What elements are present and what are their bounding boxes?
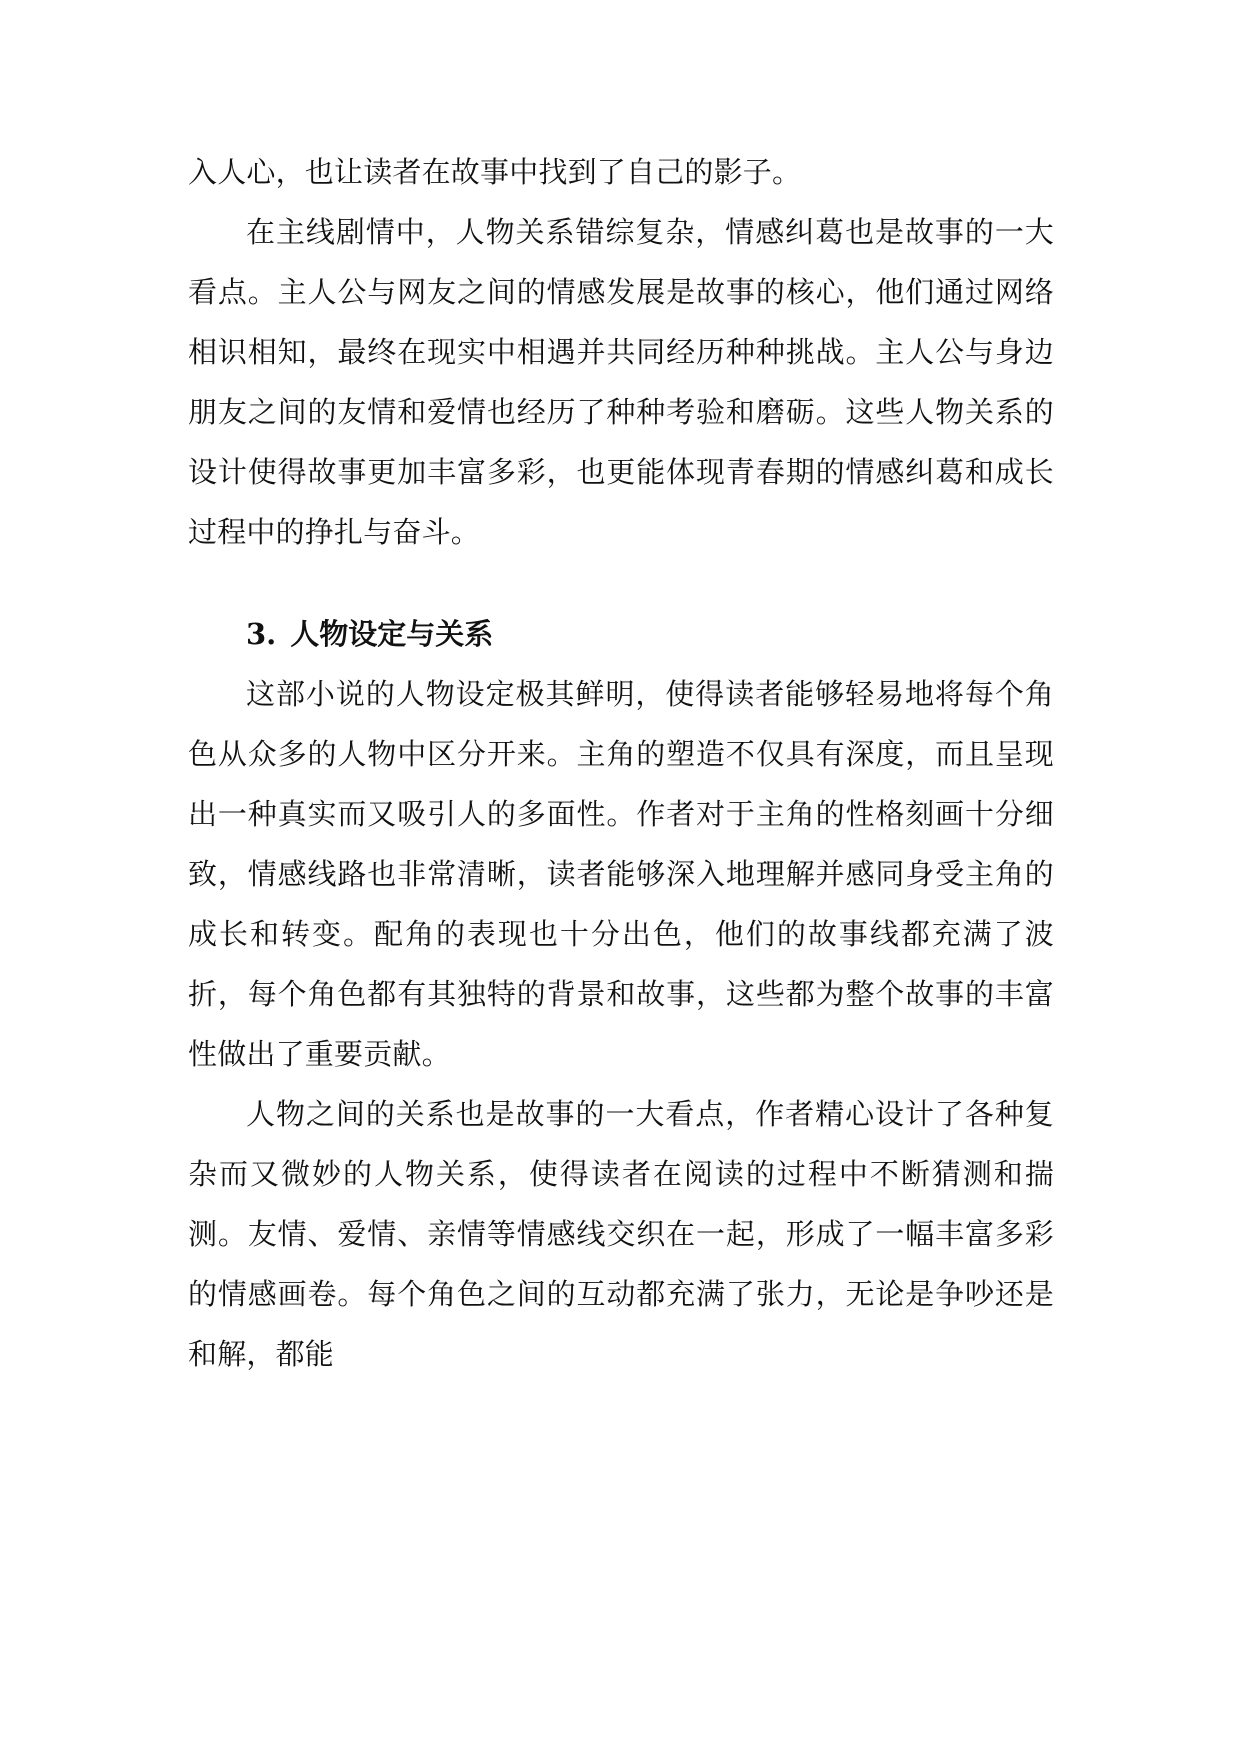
section-number: 3.: [246, 617, 277, 651]
section-heading: [188, 604, 1054, 664]
page-content: [188, 142, 1054, 1384]
paragraph-continuation: 入人心，也让读者在故事中找到了自己的影子。: [188, 155, 802, 189]
paragraph-character-relations: 人物之间的关系也是故事的一大看点，作者精心设计了各种复杂而又微妙的人物关系，使得读者在阅读的过程中不断猜测和揣测。友情、爱情、亲情等情感线交织在一起，形成了一幅丰富多彩的情感画卷。每个角色之间的互动都充满了张力，无论是争吵还是和解，都能: [188, 1097, 1054, 1371]
section-title: 人物设定与关系: [290, 617, 494, 651]
paragraph-character-setting: 这部小说的人物设定极其鲜明，使得读者能够轻易地将每个角色从众多的人物中区分开来。主角的塑造不仅具有深度，而且呈现出一种真实而又吸引人的多面性。作者对于主角的性格刻画十分细致，情感线路也非常清晰，读者能够深入地理解并感同身受主角的成长和转变。配角的表现也十分出色，他们的故事线都充满了波折，每个角色都有其独特的背景和故事，这些都为整个故事的丰富性做出了重要贡献。: [188, 677, 1054, 1071]
paragraph-main-plot: 在主线剧情中，人物关系错综复杂，情感纠葛也是故事的一大看点。主人公与网友之间的情感发展是故事的核心，他们通过网络相识相知，最终在现实中相遇并共同经历种种挑战。主人公与身边朋友之间的友情和爱情也经历了种种考验和磨砺。这些人物关系的设计使得故事更加丰富多彩，也更能体现青春期的情感纠葛和成长过程中的挣扎与奋斗。: [188, 215, 1054, 549]
